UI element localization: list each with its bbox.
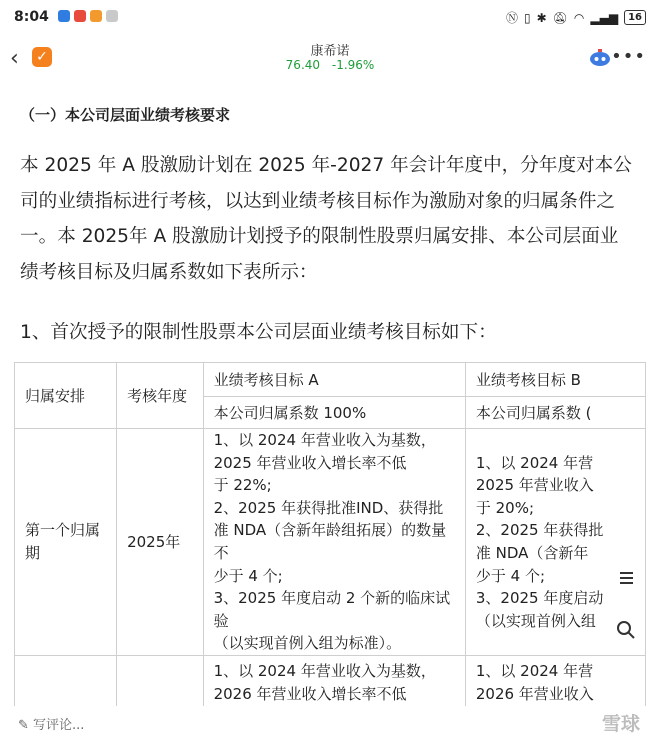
- paragraph-line: 司的业绩指标进行考核，以达到业绩考核目标作为激励对象的归属条件之: [20, 190, 616, 212]
- zoom-search-icon[interactable]: [612, 616, 640, 644]
- paragraph-line: 一。本 2025年 A 股激励计划授予的限制性股票归属安排、本公司层面业: [20, 226, 619, 247]
- vibrate-icon: ▯: [524, 10, 531, 25]
- article-paragraph: [20, 148, 648, 290]
- list-icon: [612, 564, 640, 592]
- battery-icon: 16: [624, 10, 646, 25]
- app-notification-icon: [90, 10, 102, 22]
- table-scroll-area[interactable]: [14, 362, 646, 722]
- table-row: [15, 429, 646, 656]
- arrangement-cell: 第一个归属 期: [15, 429, 117, 656]
- status-bar: [0, 0, 660, 34]
- stock-name[interactable]: 康希诺: [310, 44, 350, 59]
- bluetooth-icon: ✱: [536, 10, 547, 25]
- paragraph-line: 本 2025 年 A 股激励计划在 2025 年-2027 年会计年度中，分年度对本公: [20, 155, 632, 176]
- robot-assistant-icon[interactable]: [588, 47, 612, 67]
- stock-change: -1.96%: [331, 58, 375, 72]
- header-target-b: 业绩考核目标 B: [465, 363, 645, 397]
- mute-icon: 🔕︎: [552, 10, 568, 25]
- nfc-icon: Ⓝ: [505, 11, 518, 25]
- xueqiu-logo-icon[interactable]: ✓: [32, 47, 52, 67]
- nav-bar: [0, 34, 660, 82]
- header-year: 考核年度: [117, 363, 203, 429]
- status-time: 8:04: [14, 9, 49, 25]
- list-menu-icon[interactable]: [612, 564, 640, 592]
- stock-price: 76.40: [285, 58, 321, 72]
- coefficient-b: 本公司归属系数 (: [465, 397, 645, 429]
- paragraph-line: 绩考核目标及归属系数如下表所示：: [20, 261, 318, 283]
- target-a-cell: 1、以 2024 年营业收入为基数， 2025 年营业收入增长率不低 于 22%; 2、2025 年获得批准IND、获得批 准 NDA（含新年龄组拓展）的数量不 少于 4 个; 3、2025 年度启动 2 个新的临床试验 （以实现首例入组为标准）。: [203, 429, 465, 656]
- stock-quote: [0, 58, 660, 72]
- comment-placeholder: 写评论...: [33, 718, 85, 733]
- comment-input[interactable]: ✎ 写评论...: [18, 718, 85, 733]
- coefficient-a: 本公司归属系数 100%: [203, 397, 465, 429]
- app-notification-icon: [106, 10, 118, 22]
- status-indicators: [506, 9, 646, 26]
- target-b-cell: 1、以 2024 年营 2026 年营业收入: [465, 655, 645, 722]
- target-a-cell: 1、以 2024 年营业收入为基数， 2026 年营业收入增长率不低: [203, 655, 465, 722]
- performance-table: [14, 362, 646, 722]
- search-icon: [612, 616, 640, 644]
- target-b-cell: 1、以 2024 年营 2025 年营业收入 于 20%; 2、2025 年获得批 准 NDA（含新年 少于 4 个; 3、2025 年度启动 （以实现首例入组: [465, 429, 645, 656]
- wifi-icon: ◠: [573, 10, 585, 25]
- bottom-bar: [0, 706, 660, 741]
- section-title: （一）本公司层面业绩考核要求: [20, 106, 231, 124]
- header-arrangement: 归属安排: [15, 363, 117, 429]
- signal-icon: ▂▄▆: [590, 10, 619, 25]
- brand-watermark: 雪球: [601, 713, 640, 735]
- back-arrow-icon[interactable]: ‹: [10, 46, 19, 71]
- more-options-icon[interactable]: •••: [611, 46, 646, 67]
- app-notification-icon: [58, 10, 70, 22]
- header-target-a: 业绩考核目标 A: [203, 363, 465, 397]
- sub-heading: 1、首次授予的限制性股票本公司层面业绩考核目标如下：: [20, 322, 497, 343]
- app-notification-icon: [74, 10, 86, 22]
- notification-icons: [58, 10, 118, 22]
- year-cell: 2025年: [117, 429, 203, 656]
